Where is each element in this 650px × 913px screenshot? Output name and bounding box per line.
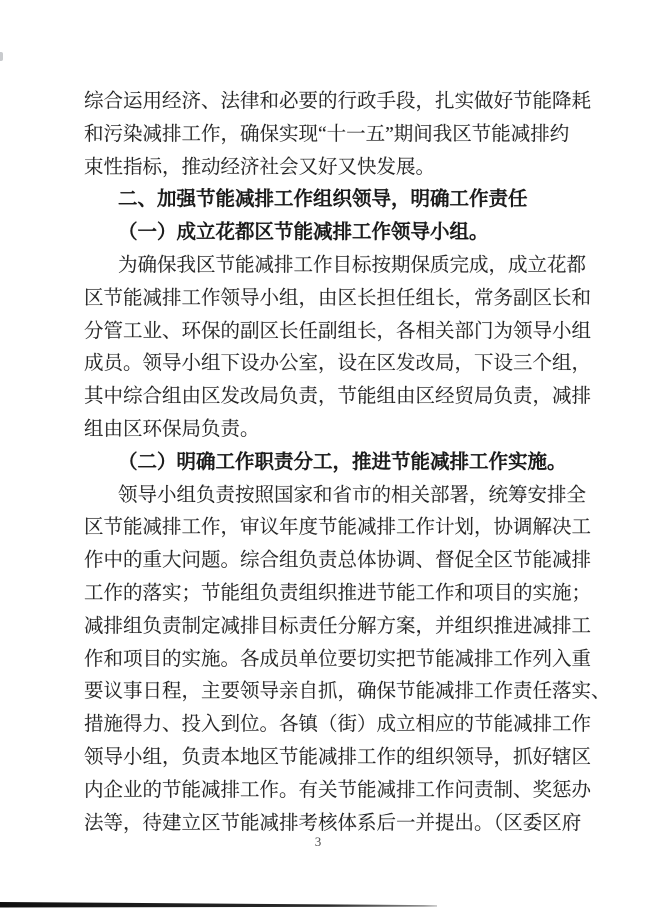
text-line: 作和项目的实施。各成员单位要切实把节能减排工作列入重 — [84, 648, 592, 670]
scan-artifact-speck — [0, 52, 3, 61]
text-line: 组由区环保局负责。 — [84, 418, 260, 440]
paragraph-first-line: 为确保我区节能减排工作目标按期保质完成，成立花都 — [118, 254, 587, 276]
text-line: 法等，待建立区节能减排考核体系后一并提出。（区委区府 — [84, 812, 582, 834]
text-line: 作中的重大问题。综合组负责总体协调、督促全区节能减排 — [84, 550, 592, 572]
text-line: 分管工业、环保的副区长任副组长，各相关部门为领导小组 — [84, 320, 592, 342]
text-line: 要议事日程，主要领导亲自抓，确保节能减排工作责任落实、 — [84, 681, 611, 703]
text-line: 综合运用经济、法律和必要的行政手段，扎实做好节能降耗 — [84, 91, 592, 112]
text-line: 减排组负责制定减排目标责任分解方案，并组织推进减排工 — [84, 615, 592, 637]
text-line: 其中综合组由区发改局负责，节能组由区经贸局负责，减排 — [84, 386, 592, 408]
text-line: 内企业的节能减排工作。有关节能减排工作问责制、奖惩办 — [84, 779, 592, 801]
subsection-heading: （二）明确工作职责分工，推进节能减排工作实施。 — [118, 451, 567, 473]
text-line: 领导小组，负责本地区节能减排工作的组织领导，抓好辖区 — [84, 746, 592, 768]
text-line: 区节能减排工作，审议年度节能减排工作计划，协调解决工 — [84, 517, 592, 539]
scan-artifact-bottom-line — [0, 898, 650, 913]
subsection-heading: （一）成立花都区节能减排工作领导小组。 — [118, 222, 489, 244]
section-heading: 二、加强节能减排工作组织领导，明确工作责任 — [118, 189, 528, 211]
text-line: 工作的落实；节能组负责组织推进节能工作和项目的实施； — [84, 582, 592, 604]
paragraph-first-line: 领导小组负责按照国家和省市的相关部署，统筹安排全 — [118, 484, 587, 506]
text-line: 措施得力、投入到位。各镇（街）成立相应的节能减排工作 — [84, 714, 592, 736]
text-line: 束性指标，推动经济社会又好又快发展。 — [84, 156, 436, 178]
text-line: 区节能减排工作领导小组，由区长担任组长，常务副区长和 — [84, 287, 592, 309]
page-number: 3 — [314, 834, 322, 849]
text-line: 成员。领导小组下设办公室，设在区发改局，下设三个组， — [84, 353, 592, 375]
document-body — [84, 86, 611, 840]
text-line: 和污染减排工作，确保实现“十一五”期间我区节能减排约 — [84, 123, 570, 145]
